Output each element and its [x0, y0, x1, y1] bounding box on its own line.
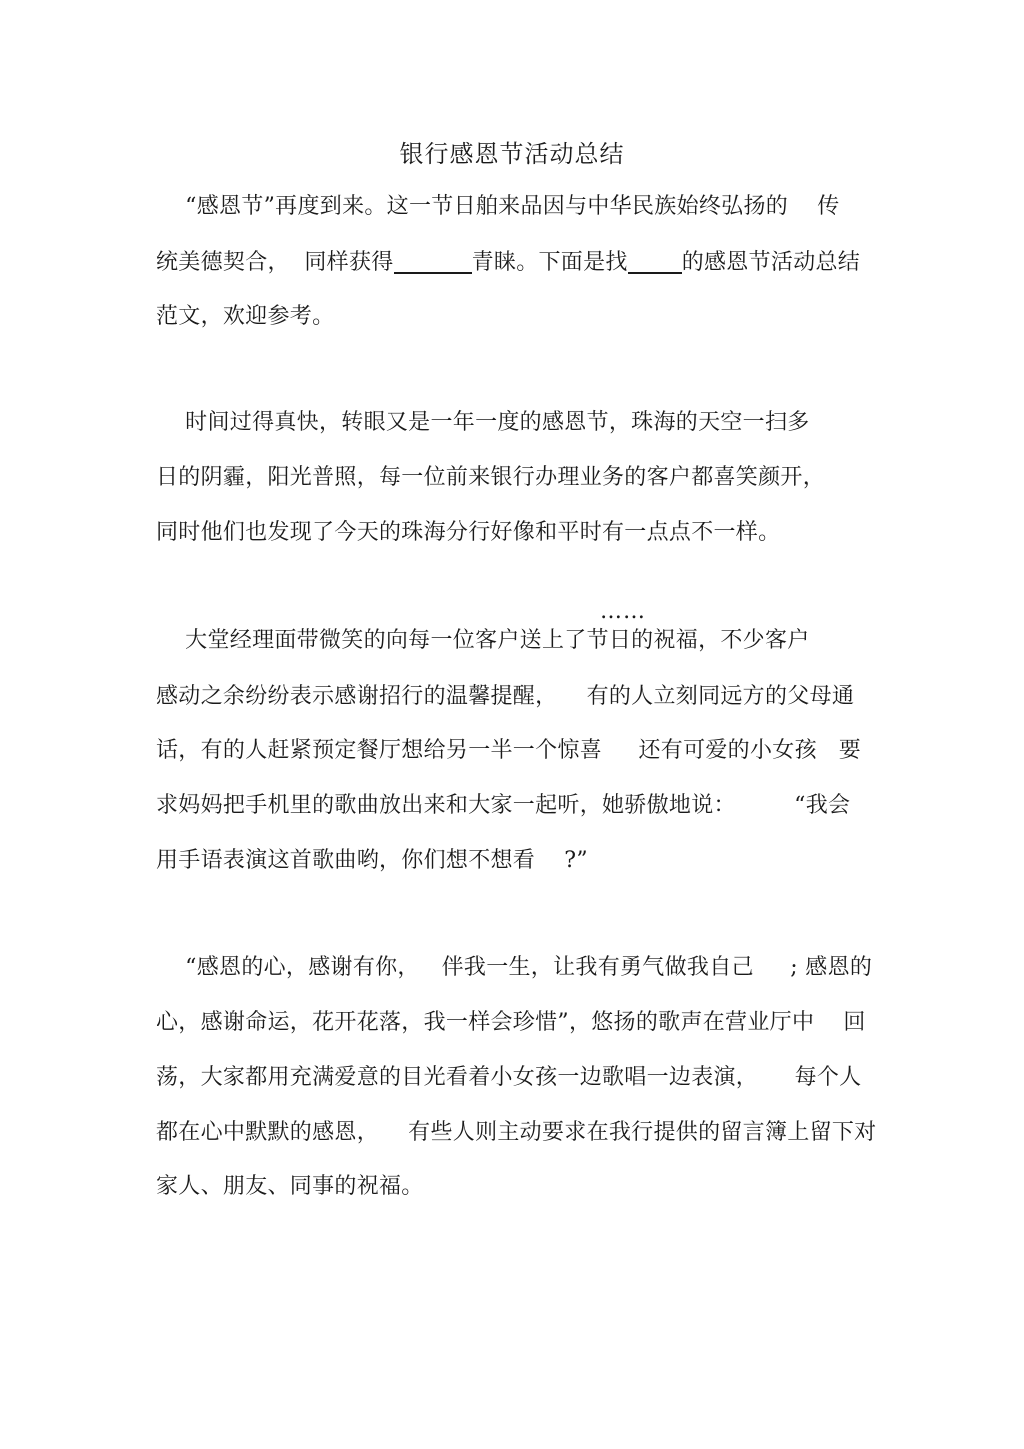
page-title: 银行感恩节活动总结	[399, 140, 625, 168]
para2-line-4: 求妈妈把手机里的歌曲放出来和大家一起听，她骄傲地说： “我会	[156, 793, 851, 818]
para2-line-5: 用手语表演这首歌曲哟，你们想不想看 ?”	[156, 848, 588, 873]
para2-line-1: 大堂经理面带微笑的向每一位客户送上了节日的祝福，不少客户	[156, 628, 810, 653]
intro-line-3: 范文，欢迎参考。	[156, 304, 335, 329]
intro-line-2-text-c: 的感恩节活动总结	[681, 250, 861, 275]
intro-line-1: “感恩节”再度到来。这一节日舶来品因与中华民族始终弘扬的 传	[156, 194, 840, 219]
intro-line-2-text-a: 统美德契合， 同样获得	[156, 250, 394, 275]
intro-line-2	[156, 248, 860, 278]
fill-in-blank	[394, 248, 472, 274]
para3-line-3: 荡，大家都用充满爱意的目光看着小女孩一边歌唱一边表演， 每个人	[156, 1065, 862, 1090]
para3-line-4: 都在心中默默的感恩， 有些人则主动要求在我行提供的留言簿上留下对	[156, 1120, 877, 1145]
para3-line-5: 家人、朋友、同事的祝福。	[156, 1174, 424, 1199]
para1-line-2: 日的阴霾，阳光普照，每一位前来银行办理业务的客户都喜笑颜开，	[156, 465, 826, 490]
ellipsis-separator: ……	[600, 599, 646, 624]
para1-line-3: 同时他们也发现了今天的珠海分行好像和平时有一点点不一样。	[156, 520, 781, 545]
para3-line-1: “感恩的心，感谢有你， 伴我一生，让我有勇气做我自己 ; 感恩的	[156, 955, 873, 980]
para2-line-3: 话，有的人赶紧预定餐厅想给另一半一个惊喜 还有可爱的小女孩 要	[156, 738, 862, 763]
para1-line-1: 时间过得真快，转眼又是一年一度的感恩节，珠海的天空一扫多	[156, 410, 810, 435]
para2-line-2: 感动之余纷纷表示感谢招行的温馨提醒， 有的人立刻同远方的父母通	[156, 684, 855, 709]
intro-line-2-text-b: 青睐。下面是找	[471, 250, 628, 275]
para3-line-2: 心，感谢命运，花开花落，我一样会珍惜”，悠扬的歌声在营业厅中 回	[156, 1010, 866, 1035]
fill-in-blank	[628, 248, 682, 274]
